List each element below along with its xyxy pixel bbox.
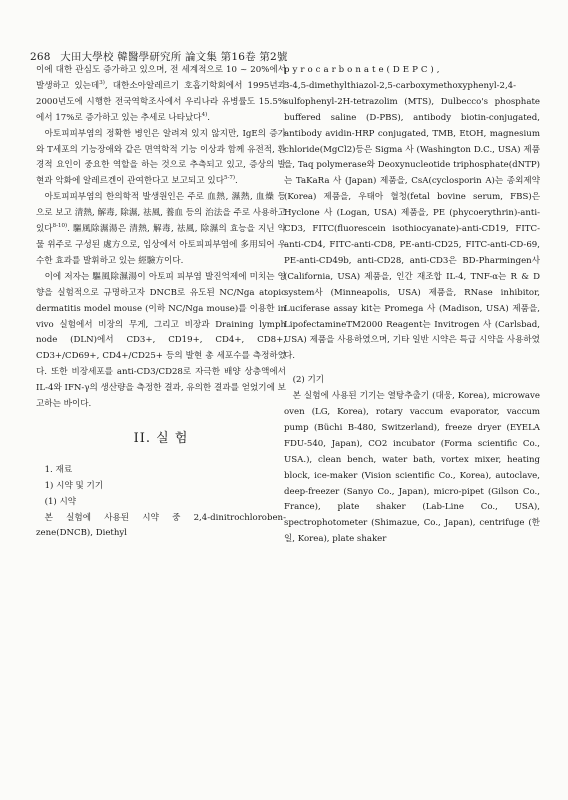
- subheading-reagents: (1) 시약: [44, 496, 77, 507]
- paragraph-reagents-list: 3-4,5-dimethylthiazol-2,5-carboxymethoxyphenyl-2,4-sulfophenyl-2H-tetrazolim (MTS), Dulbecco's phosphate buffered saline (D-PBS), antibody biotin-conjugated, antibody avidin-HRP conjugated, TMB, EtOH, magnesium chloride(MgCl2)등은 Sigma 사 (Washington D.C., USA) 제품을, Taq polymerase와 Deoxynucleotide triphosphate(dNTP)는 TaKaRa 사 (Japan) 제품을, CsA(cyclosporin A)는 종외제약 (Korea) 제품을, 우태아 혈청(fetal bovine serum, FBS)은 Hyclone 사 (Logan, USA) 제품을, PE (phycoerythrin)-anti-CD3, FITC(fluorescein isothiocyanate)-anti-CD19, FITC-anti-CD4, FITC-anti-CD8, PE-anti-CD25, FITC-anti-CD-69, PE-anti-CD49b, anti-CD28, anti-CD3은 BD-Pharmingen사 (California, USA) 제품을, 인간 재조합 IL-4, TNF-α는 R & D system사 (Minneapolis, USA) 제품을, RNase inhibitor, Luciferase assay kit는 Promega 사 (Madison, USA) 제품을, LipofectamineTM2000 Reagent는 Invitrogen 사 (Carlsbad, USA) 제품을 사용하였으며, 기타 일반 시약은 특급 시약을 사용하였다.: [284, 80, 540, 362]
- section-heading: II. 실 험: [133, 430, 189, 446]
- paragraph-prevalence: 이에 대한 관심도 증가하고 있으며, 전 세계적으로 10 ~ 20%에서 발생하고 있는데$^{3)}$, 대한소아알레르기 호흡기학회에서 1995년과 2000년도에 시행한 전국역학조사에서 우리나라 유병률도 15.5%에서 17%로 증가하고 있는 추세로 나타났다$^{4)}$.: [36, 65, 286, 123]
- page-number: 268: [30, 51, 51, 63]
- subheading-instruments: (2) 기기: [292, 375, 325, 386]
- running-header: [30, 49, 294, 64]
- left-column: [36, 63, 286, 542]
- citation: 8-10): [52, 223, 68, 230]
- reagent-name-line: pyrocarbonate(DEPC),: [284, 65, 443, 75]
- citation: 3): [99, 80, 105, 87]
- paragraph-reagents-start: 본 실험에 사용된 시약 중 2,4-dinitrochloroben-zene(DNCB), Diethyl: [36, 512, 286, 539]
- paragraph-study-aim: 이에 저자는 驅風除濕湯이 아토피 피부염 발진억제에 미치는 영향을 실험적으로 규명하고자 DNCB로 유도된 NC/Nga atopic dermatitis model mouse (이하 NC/Nga mouse)를 이용한 in vivo 실험에서 비장의 무게, 그리고 비장과 Draining lymph node (DLN)에서 CD3+, CD19+, CD4+, CD8+, CD3+/CD69+, CD4+/CD25+ 등의 발현 총 세포수를 측정하였다. 또한 비장세포를 anti-CD3/CD28로 자극한 배양 상층액에서 IL-4와 IFN-γ의 생산량을 측정한 결과, 유의한 결과를 얻었기에 보고하는 바이다.: [36, 271, 286, 410]
- subheading-reagents-instruments: 1) 시약 및 기기: [44, 480, 104, 491]
- subheading-materials: 1. 재료: [44, 464, 73, 475]
- citation: 4): [201, 111, 208, 118]
- journal-title: 大田大學校 韓醫學研究所 論文集 第16卷 第2號: [60, 51, 288, 63]
- paragraph-oriental-medicine: 아토피피부염의 한의학적 발생원인은 주로 血熱, 濕熱, 血燥 등으로 보고 清熱, 解毒, 除濕, 祛風, 養血 등의 治法을 주로 사용하고 있다$^{8-10)}$. 驅風除濕湯은 清熱, 解毒, 祛風, 除濕의 효능을 지닌 약물 위주로 구성된 處方으로, 임상에서 아토피피부염에 多用되어 우수한 효과를 발휘하고 있는 經驗方이다.: [36, 192, 286, 266]
- right-column: [284, 63, 540, 548]
- paragraph-etiology: 아토피피부염의 정확한 병인은 알려져 있지 않지만, IgE의 증가와 T세포의 기능장애와 같은 면역학적 기능 이상과 함께 유전적, 환경적 요인이 중요한 역할을 하는 것으로 추측되고 있고, 증상의 발현과 악화에 알레르겐이 관여한다고 보고되고 있다$^{5-7)}$.: [36, 128, 286, 187]
- paragraph-instruments: 본 실험에 사용된 기기는 열탕추출기 (대웅, Korea), microwave oven (LG, Korea), rotary vaccum evaporator, vaccum pump (Büchi B-480, Switzerland), freeze dryer (EYELA FDU-540, Japan), CO2 incubator (Forma scientific Co., USA.), clean bench, water bath, vortex mixer, heating block, ice-maker (Vision scientific Co., Korea), autoclave, deep-freezer (Sanyo Co., Japan), micro-pipet (Gilson Co., France), plate shaker (Lab-Line Co., USA), spectrophotometer (Shimazue, Co., Japan), centrifuge (한일, Korea), plate shaker: [284, 391, 540, 545]
- citation: 5-7): [224, 175, 236, 182]
